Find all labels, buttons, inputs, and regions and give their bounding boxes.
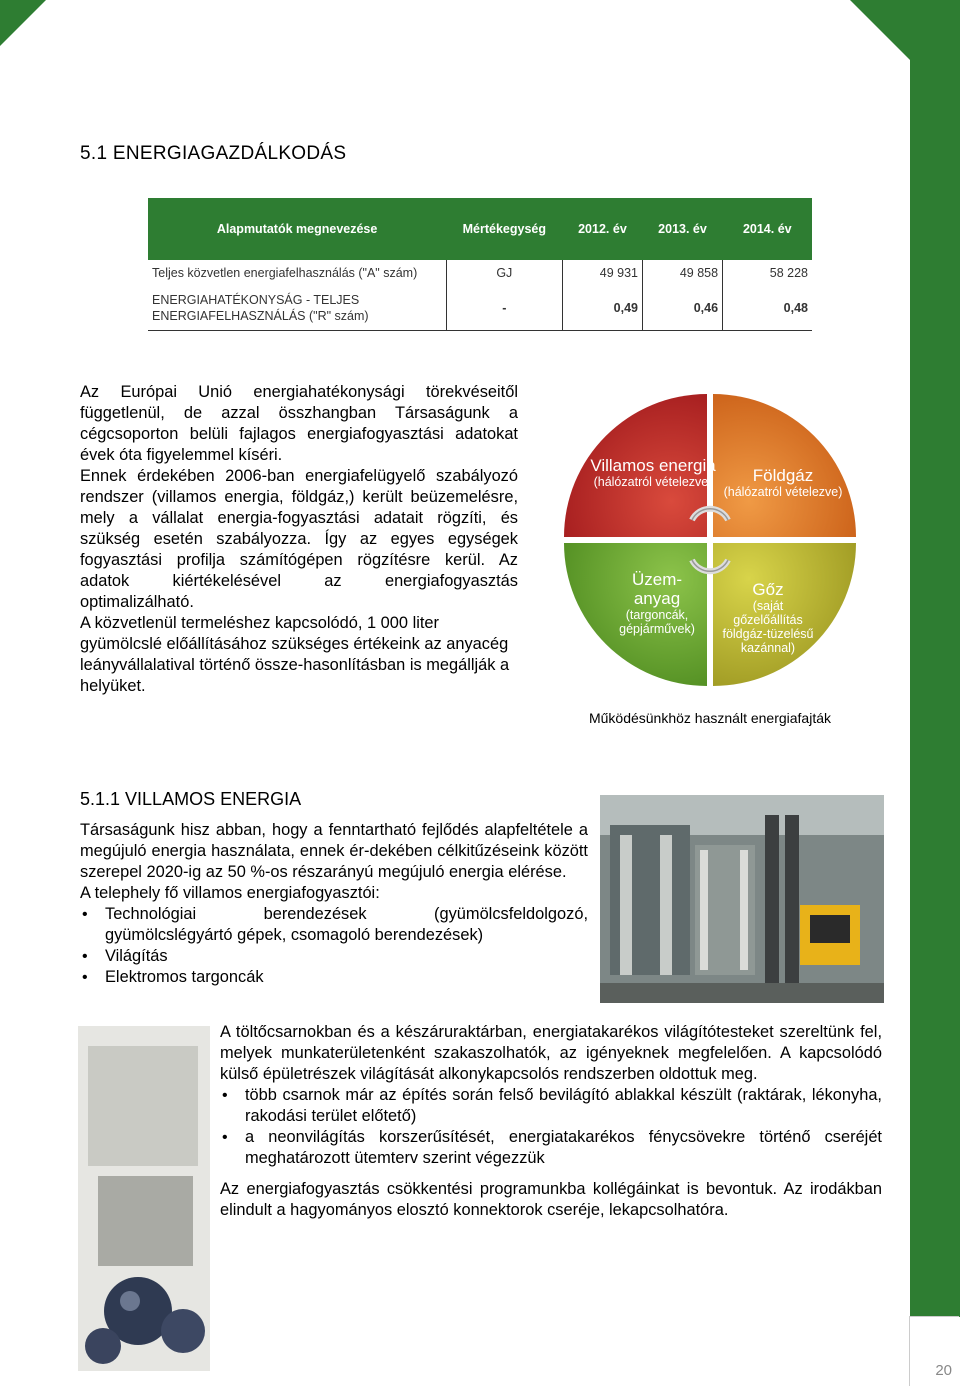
- electricity-text: [80, 820, 588, 988]
- page-number: 20: [935, 1362, 952, 1379]
- list-item: • Technológiai berendezések (gyümölcsfeldolgozó, gyümölcslégyártó gépek, csomagoló berendezések): [80, 904, 588, 946]
- table-header-row: [148, 198, 812, 260]
- corner-decoration: [0, 0, 46, 46]
- warehouse-forklift-photo: [600, 795, 884, 1003]
- intro-paragraph: A közvetlenül termeléshez kapcsolódó, 1 000 liter gyümölcslé előállításához szükséges értékeink az anyacég leányvállalatival történő össze-hasonlításban is megállják a helyüket.: [80, 614, 510, 695]
- table-row: [148, 286, 812, 331]
- page-number-box: [910, 1317, 960, 1387]
- header-2014: 2014. év: [723, 198, 812, 260]
- row-value-2012: 49 931: [562, 260, 642, 286]
- row-name: Teljes közvetlen energiafelhasználás ("A" szám): [148, 260, 446, 286]
- header-2013: 2013. év: [642, 198, 722, 260]
- lighting-list: [220, 1085, 882, 1169]
- electricity-paragraph: A telephely fő villamos energiafogyasztói:: [80, 884, 380, 902]
- row-value-2013: 49 858: [642, 260, 722, 286]
- intro-paragraph: Az Európai Unió energiahatékonysági törekvéseitől függetlenül, de azzal összhangban Társaságunk a cégcsoporton belüli fajlagos energiafogyasztási adatokat évek óta figyelemmel kíséri.: [80, 383, 518, 464]
- list-item: • Világítás: [80, 946, 588, 967]
- side-bar-diagonal: [850, 0, 910, 60]
- row-name: ENERGIAHATÉKONYSÁG - TELJES ENERGIAFELHASZNÁLÁS ("R" szám): [148, 286, 446, 331]
- indicator-table: [148, 198, 812, 331]
- header-name: Alapmutatók megnevezése: [148, 198, 446, 260]
- gas-title: Földgáz: [752, 466, 814, 485]
- gas-label: [720, 466, 846, 499]
- blueberries-photo: [78, 1026, 210, 1371]
- lighting-paragraph: A töltőcsarnokban és a készáruraktárban, energiatakarékos világítótesteket szereltünk fel, melyek munkaterületenként szakaszolhatók, az igényeknek megfelelően. A kapcsolódó külső épületrészek világítását alkonykapcsolós rendszerben oldottuk meg.: [220, 1023, 882, 1083]
- intro-text: [80, 382, 518, 697]
- list-item: • több csarnok már az építés során felső bevilágító ablakkal készült (raktárak, lékonyha, rakodási terület előtető): [220, 1085, 882, 1127]
- list-item: • a neonvilágítás korszerűsítését, energiatakarékos fénycsövekre történő cseréjét meghatározott ütemterv szerint végezzük: [220, 1127, 882, 1169]
- table-row: [148, 260, 812, 286]
- diagram-caption: Működésünkhöz használt energiafajták: [588, 710, 832, 726]
- fuel-title: Üzem-anyag: [631, 570, 683, 608]
- lighting-text: [220, 1022, 882, 1221]
- lighting-paragraph: Az energiafogyasztás csökkentési programunkba kollégáinkat is bevontuk. Az irodákban elindult a hagyományos elosztó konnektorok cseréje, lekapcsolhatóra.: [220, 1180, 882, 1219]
- electricity-title: Villamos energia: [590, 456, 716, 475]
- header-unit: Mértékegység: [446, 198, 562, 260]
- header-2012: 2012. év: [562, 198, 642, 260]
- row-unit: -: [446, 286, 562, 331]
- row-value-2014: 58 228: [769, 266, 808, 280]
- energy-types-diagram: [560, 390, 860, 690]
- fuel-subtitle: (targoncák, gépjárművek): [619, 608, 695, 636]
- row-unit: GJ: [446, 260, 562, 286]
- steam-label: [720, 580, 816, 655]
- electricity-subtitle: (hálózatról vételezve): [593, 475, 713, 489]
- list-item: • Elektromos targoncák: [80, 967, 588, 988]
- gas-subtitle: (hálózatról vételezve): [723, 485, 843, 499]
- steam-subtitle: (saját gőzelőállítás földgáz-tüzelésű kazánnal): [722, 599, 814, 655]
- steam-title: Gőz: [752, 580, 784, 599]
- electricity-paragraph: Társaságunk hisz abban, hogy a fenntartható fejlődés alapfeltétele a megújuló energia használata, ennek ér-dekében célkitűzéseink között szerepel 2020-ig az 50 %-os részarányú megújuló energia elérése.: [80, 821, 588, 881]
- subsection-title: 5.1.1 VILLAMOS ENERGIA: [80, 789, 302, 809]
- consumer-list: [80, 904, 588, 988]
- row-value-2014: 0,48: [723, 286, 812, 331]
- electricity-label: [590, 456, 716, 489]
- section-title: 5.1 ENERGIAGAZDÁLKODÁS: [80, 143, 347, 164]
- side-bar: [910, 0, 960, 1387]
- row-value-2013: 0,46: [642, 286, 722, 331]
- intro-paragraph: Ennek érdekében 2006-ban energiafelügyelő szabályozó rendszer (villamos energia, földgáz,) került beüzemelésre, mely a vállalat energia-fogyasztási adatait rögzíti, és szükség esetén szabályozza. Így az egyes egységek fogyasztási profilja számítógépen rögzítésre kerül. Az adatok kiértékelésével az energiafogyasztás optimalizálható.: [80, 467, 518, 611]
- row-value-2012: 0,49: [562, 286, 642, 331]
- fuel-label: [612, 570, 702, 636]
